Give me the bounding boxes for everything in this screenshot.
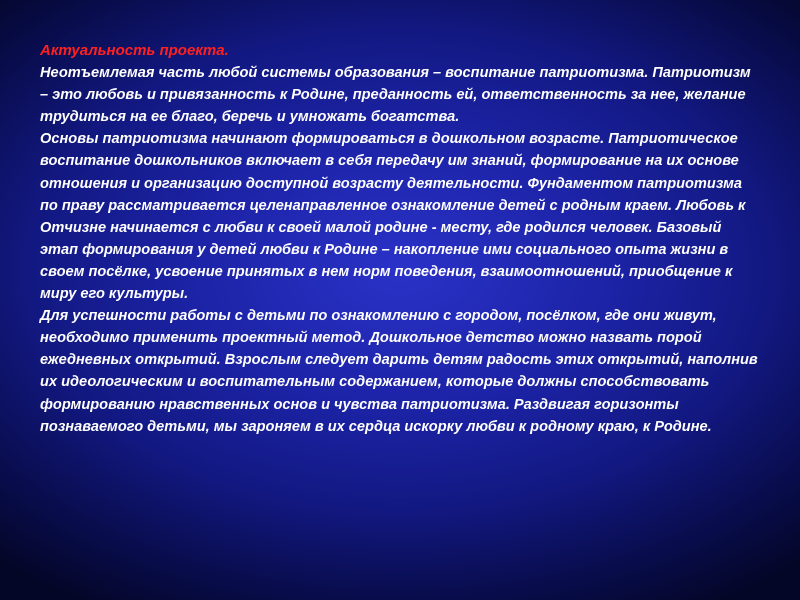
paragraph-3: Для успешности работы с детьми по ознакомлению с городом, посёлком, где они живут, необходимо применить проектный метод. Дошкольное детство можно назвать порой ежедневных открытий. Взрослым следует дарить детям радость этих открытий, наполнив их идеологическим и воспитательным содержанием, которые должны способствовать формированию нравственных основ и чувства патриотизма. Раздвигая горизонты познаваемого детьми, мы зароняем в их сердца искорку любви к родному краю, к Родине. [40, 308, 758, 435]
slide-text-block [40, 40, 760, 438]
paragraph-2: Основы патриотизма начинают формироваться в дошкольном возрасте. Патриотическое воспитание дошкольников включает в себя передачу им знаний, формирование на их основе отношения и организацию доступной возрасту деятельности. Фундаментом патриотизма по праву рассматривается целенаправленное ознакомление детей с родным краем. Любовь к Отчизне начинается с любви к своей малой родине - месту, где родился человек. Базовый этап формирования у детей любви к Родине – накопление ими социального опыта жизни в своем посёлке, усвоение принятых в нем норм поведения, взаимоотношений, приобщение к миру его культуры. [40, 131, 746, 303]
slide-title: Актуальность проекта. [40, 42, 229, 59]
paragraph-1: Неотъемлемая часть любой системы образования – воспитание патриотизма. Патриотизм – это любовь и привязанность к Родине, преданность ей, ответственность за нее, желание трудиться на ее благо, беречь и умножать богатства. [40, 65, 751, 126]
